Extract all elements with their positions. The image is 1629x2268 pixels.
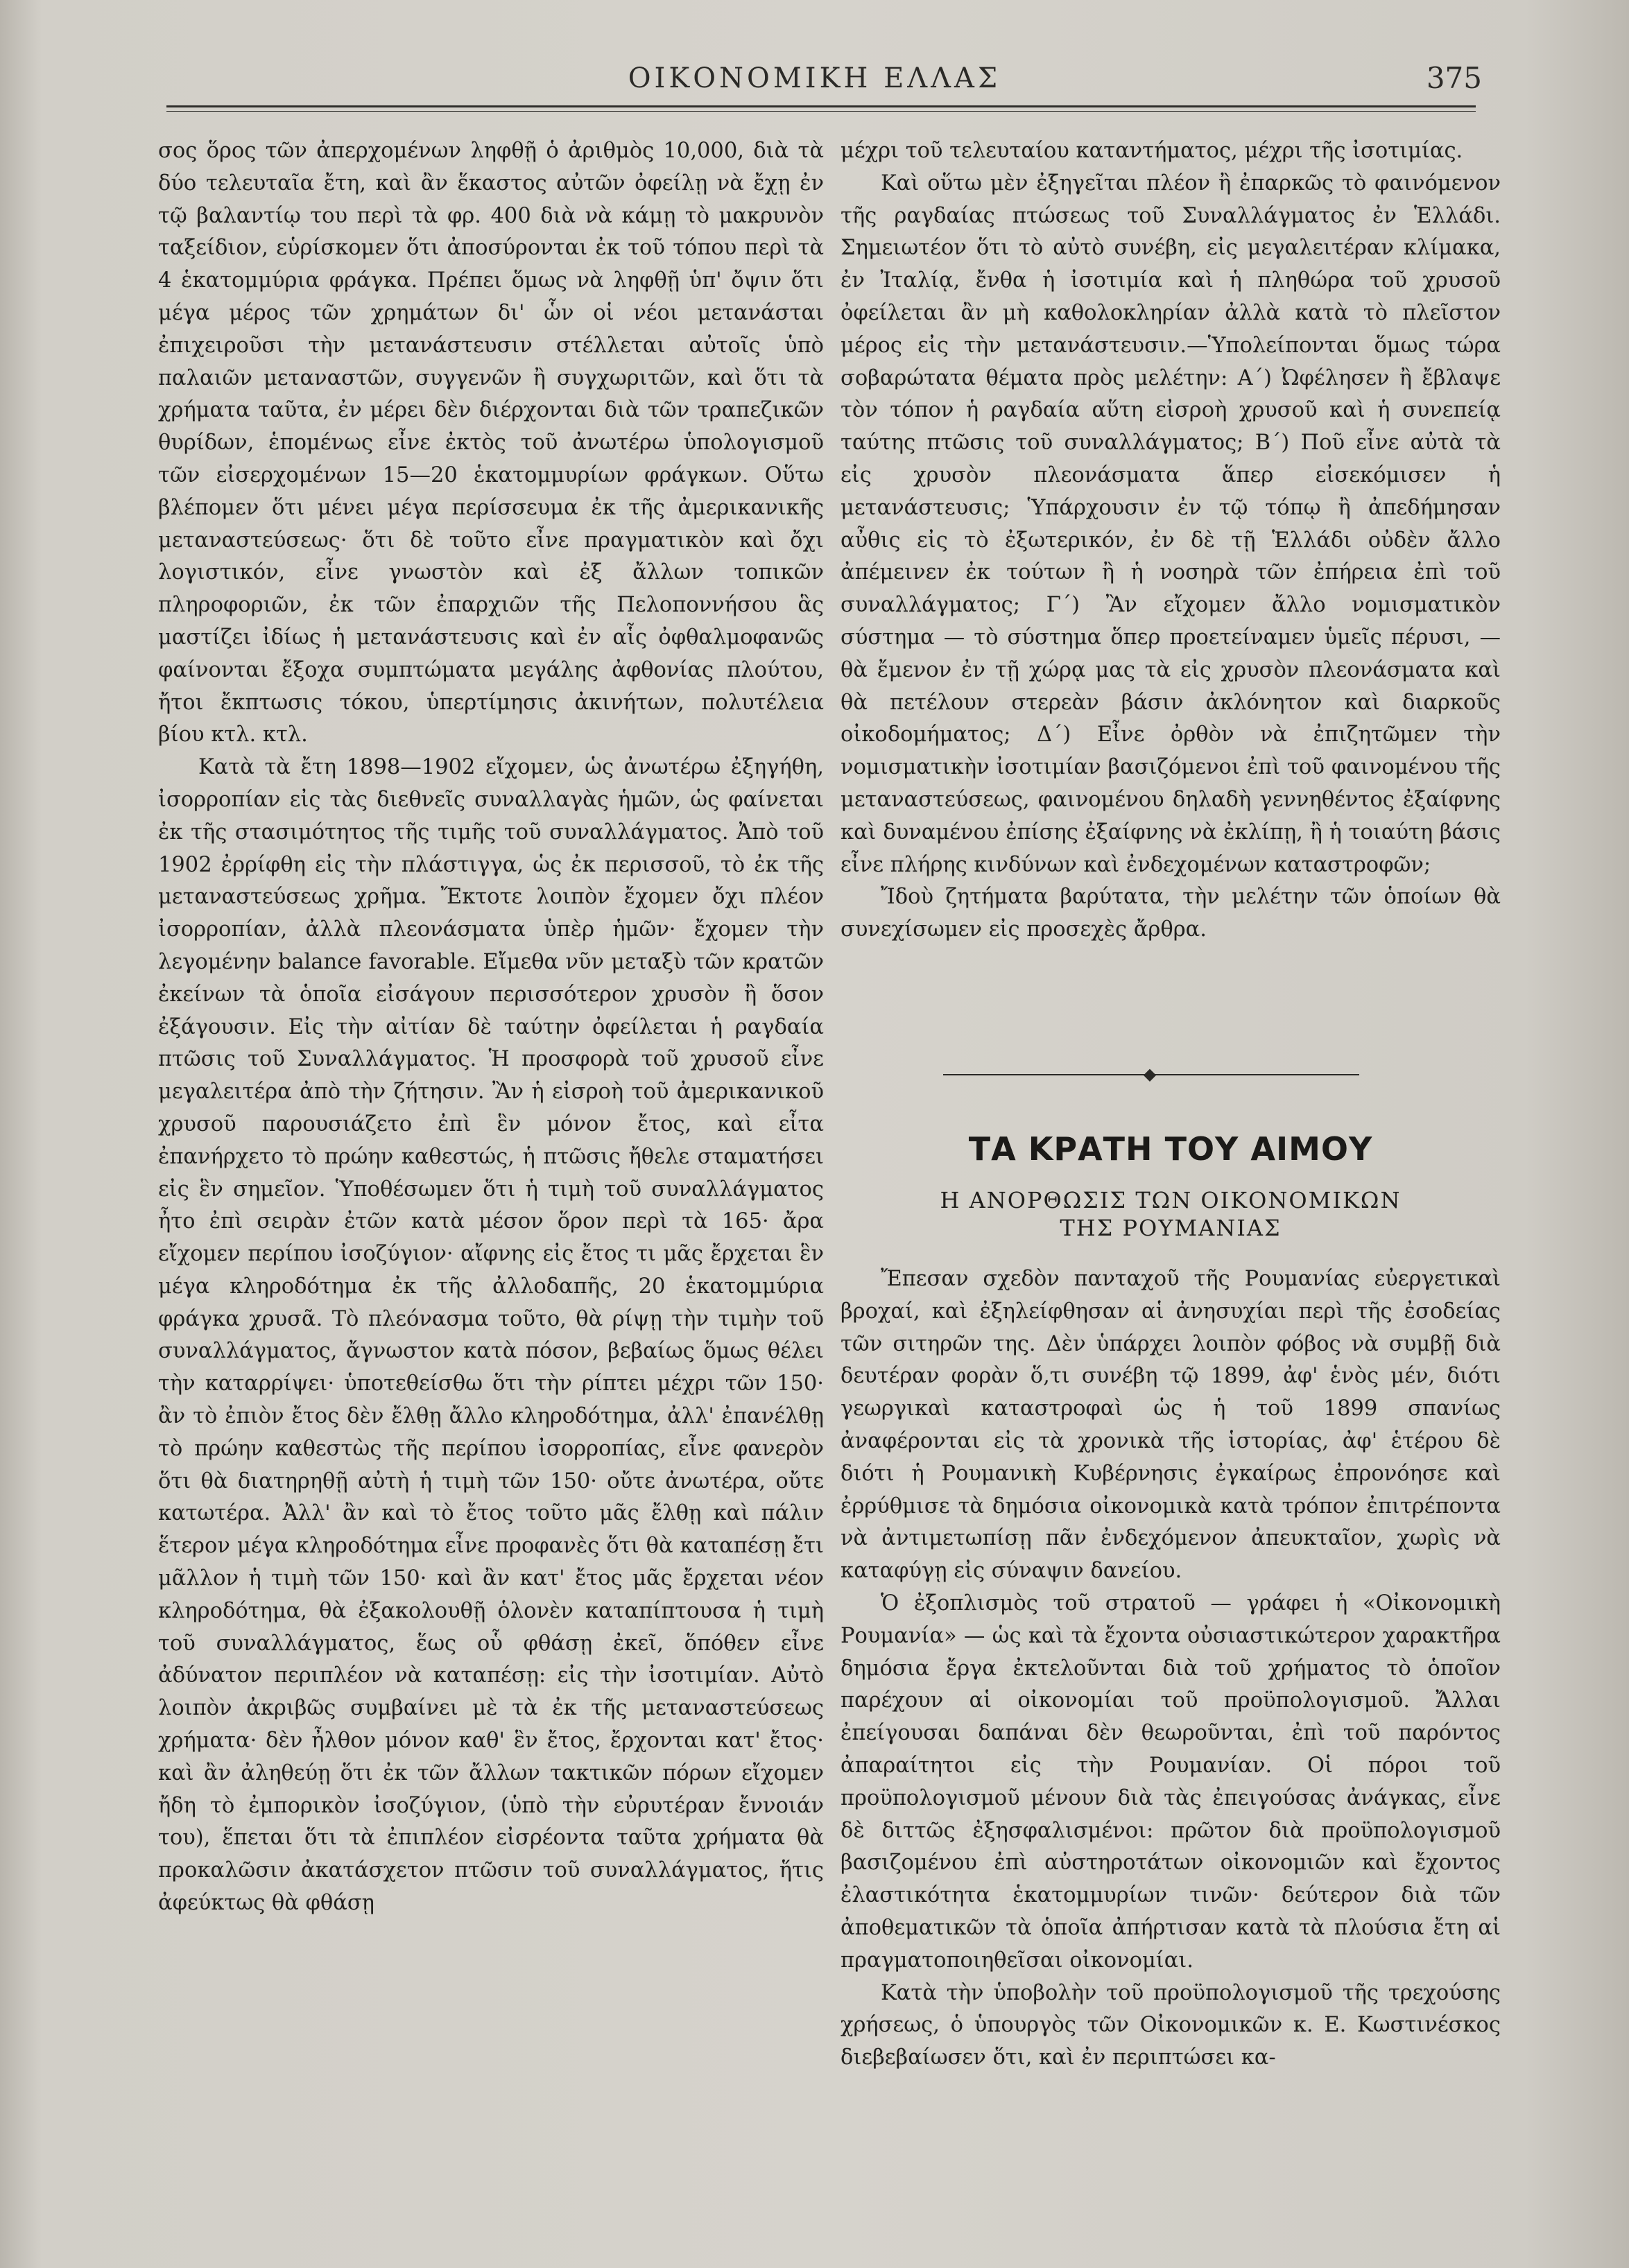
right-paragraph-1: μέχρι τοῦ τελευταίου καταντήματος, μέχρι τῆς ἰσοτιμίας. bbox=[841, 139, 1463, 163]
article-subheading-line2: ΤΗΣ ΡΟΥΜΑΝΙΑΣ bbox=[1060, 1215, 1282, 1241]
right-paragraph-2: Καὶ οὕτω μὲν ἐξηγεῖται πλέον ἢ ἐπαρκῶς τὸ φαινόμενον τῆς ραγδαίας πτώσεως τοῦ Συναλλάγματος ἐν Ἑλλάδι. Σημειωτέον ὅτι τὸ αὐτὸ συνέβη, εἰς μεγαλειτέραν κλίμακα, ἐν Ἰταλίᾳ, ἔνθα ἡ ἰσοτιμία καὶ ἡ πληθώρα τοῦ χρυσοῦ ὀφείλεται ἂν μὴ καθολοκληρίαν ἀλλὰ κατὰ τὸ πλεῖστον μέρος εἰς τὴν μετανάστευσιν.—Ὑπολείπονται ὅμως τώρα σοβαρώτατα θέματα πρὸς μελέτην: Α΄) Ὠφέλησεν ἢ ἔβλαψε τὸν τόπον ἡ ραγδαία αὕτη εἰσροὴ χρυσοῦ καὶ ἡ συνεπείᾳ ταύτης πτῶσις τοῦ συναλλάγματος; Β΄) Ποῦ εἶνε αὐτὰ τὰ εἰς χρυσὸν πλεονάσματα ἅπερ εἰσεκόμισεν ἡ μετανάστευσις; Ὑπάρχουσιν ἐν τῷ τόπῳ ἢ ἀπεδήμησαν αὖθις εἰς τὸ ἐξωτερικόν, ἐν δὲ τῇ Ἑλλάδι οὐδὲν ἄλλο ἀπέμεινεν ἐκ τούτων ἢ ἡ νοσηρὰ τῶν ἐπήρεια ἐπὶ τοῦ συναλλάγματος; Γ΄) Ἂν εἴχομεν ἄλλο νομισματικὸν σύστημα — τὸ σύστημα ὅπερ προετείναμεν ὑμεῖς πέρυσι, — θὰ ἔμενον ἐν τῇ χώρᾳ μας τὰ εἰς χρυσὸν πλεονάσματα καὶ θὰ πετέλουν στερεὰν βάσιν ἀκλόνητον καὶ διαρκοῦς οἰκοδομήματος; Δ΄) Εἶνε ὀρθὸν νὰ ἐπιζητῶμεν τὴν νομισματικὴν ἰσοτιμίαν βασιζόμενοι ἐπὶ τοῦ φαινομένου τῆς μεταναστεύσεως, φαινομένου δηλαδὴ γεννηθέντος ἐξαίφνης καὶ δυναμένου ἐπίσης ἐξαίφνης νὰ ἐκλίπῃ, ἢ ἡ τοιαύτη βάσις εἶνε πλήρης κινδύνων καὶ ἐνδεχομένων καταστροφῶν; bbox=[841, 171, 1501, 877]
article-paragraph-3: Κατὰ τὴν ὑποβολὴν τοῦ προϋπολογισμοῦ τῆς τρεχούσης χρήσεως, ὁ ὑπουργὸς τῶν Οἰκονομικῶν κ. Ε. Κωστινέσκος διεβεβαίωσεν ὅτι, καὶ ἐν περιπτώσει κα- bbox=[841, 1980, 1501, 2070]
article-paragraph-1: Ἔπεσαν σχεδὸν πανταχοῦ τῆς Ρουμανίας εὐεργετικαὶ βροχαί, καὶ ἐξηλείφθησαν αἱ ἀνησυχίαι περὶ τῆς ἐσοδείας τῶν σιτηρῶν της. Δὲν ὑπάρχει λοιπὸν φόβος νὰ συμβῇ διὰ δευτέραν φορὰν ὅ,τι συνέβη τῷ 1899, ἀφ' ἑνὸς μέν, διότι γεωργικαὶ καταστροφαὶ ὡς ἡ τοῦ 1899 σπανίως ἀναφέρονται εἰς τὰ χρονικὰ τῆς ἱστορίας, ἀφ' ἑτέρου δὲ διότι ἡ Ρουμανικὴ Κυβέρνησις ἐγκαίρως ἐπρονόησε καὶ ἐρρύθμισε τὰ δημόσια οἰκονομικὰ κατὰ τρόπον ἐπιτρέποντα νὰ ἀντιμετωπίσῃ πᾶν ἐνδεχόμενον ἀπευκταῖον, χωρὶς νὰ καταφύγῃ εἰς σύναψιν δανείου. bbox=[841, 1267, 1501, 1584]
right-paragraph-3: Ἴδοὺ ζητήματα βαρύτατα, τὴν μελέτην τῶν ὁποίων θὰ συνεχίσωμεν εἰς προσεχὲς ἄρθρα. bbox=[841, 885, 1501, 942]
header-rule bbox=[166, 105, 1476, 107]
running-title: ΟΙΚΟΝΟΜΙΚΗ ΕΛΛΑΣ bbox=[628, 62, 1001, 94]
left-paragraph-1: σος ὅρος τῶν ἀπερχομένων ληφθῇ ὁ ἀριθμὸς 10,000, διὰ τὰ δύο τελευταῖα ἔτη, καὶ ἂν ἕκαστος αὐτῶν ὀφείλῃ νὰ ἔχῃ ἐν τῷ βαλαντίῳ του περὶ τὰ φρ. 400 διὰ νὰ κάμῃ τὸ μακρυνὸν ταξείδιον, εὑρίσκομεν ὅτι ἀποσύρονται ἐκ τοῦ τόπου περὶ τὰ 4 ἑκατομμύρια φράγκα. Πρέπει ὅμως νὰ ληφθῇ ὑπ' ὄψιν ὅτι μέγα μέρος τῶν χρημάτων δι' ὧν οἱ νέοι μετανάσται ἐπιχειροῦσι τὴν μετανάστευσιν στέλλεται αὐτοῖς ὑπὸ παλαιῶν μεταναστῶν, συγγενῶν ἢ συγχωριτῶν, καὶ ὅτι τὰ χρήματα ταῦτα, ἐν μέρει δὲν διέρχονται διὰ τῶν τραπεζικῶν θυρίδων, ἑπομένως εἶνε ἐκτὸς τοῦ ἀνωτέρω ὑπολογισμοῦ τῶν εἰσερχομένων 15—20 ἑκατομμυρίων φράγκων. Οὕτω βλέπομεν ὅτι μένει μέγα περίσσευμα ἐκ τῆς ἀμερικανικῆς μεταναστεύσεως· ὅτι δὲ τοῦτο εἶνε πραγματικὸν καὶ ὄχι λογιστικόν, εἶνε γνωστὸν καὶ ἐξ ἄλλων τοπικῶν πληροφοριῶν, ἐκ τῶν ἐπαρχιῶν τῆς Πελοποννήσου ἃς μαστίζει ἰδίως ἡ μετανάστευσις καὶ ἐν αἷς ὀφθαλμοφανῶς φαίνονται ἔξοχα συμπτώματα μεγάλης ἀφθονίας πλούτου, ἤτοι ἔκπτωσις τόκου, ὑπερτίμησις ἀκινήτων, πολυτέλεια βίου κτλ. κτλ. bbox=[158, 139, 824, 747]
page-header bbox=[0, 55, 1629, 104]
article-paragraph-2: Ὁ ἐξοπλισμὸς τοῦ στρατοῦ — γράφει ἡ «Οἰκονομικὴ Ρουμανία» — ὡς καὶ τὰ ἔχοντα οὐσιαστικώτερον χαρακτῆρα δημόσια ἔργα ἐκτελοῦνται διὰ τοῦ χρήματος τὸ ὁποῖον παρέχουν αἱ οἰκονομίαι τοῦ προϋπολογισμοῦ. Ἄλλαι ἐπείγουσαι δαπάναι δὲν θεωροῦνται, ἐπὶ τοῦ παρόντος ἀπαραίτητοι εἰς τὴν Ρουμανίαν. Οἱ πόροι τοῦ προϋπολογισμοῦ μένουν διὰ τὰς ἐπειγούσας ἀνάγκας, εἶνε δὲ διττῶς ἐξησφαλισμένοι: πρῶτον διὰ προϋπολογισμοῦ βασιζομένου ἐπὶ αὐστηροτάτων οἰκονομιῶν καὶ ἔχοντος ἐλαστικότητα ἑκατομμυρίων τινῶν· δεύτερον διὰ τῶν ἀποθεματικῶν τὰ ὁποῖα ἀπήρτισαν κατὰ τὰ πλούσια ἔτη αἱ πραγματοποιηθεῖσαι οἰκονομίαι. bbox=[841, 1591, 1501, 1973]
header-rule-thin bbox=[166, 111, 1476, 112]
page-number: 375 bbox=[1426, 61, 1482, 95]
divider-ornament: ◆ bbox=[1143, 1064, 1157, 1084]
article-subheading-line1: Η ΑΝΟΡΘΩΣΙΣ ΤΩΝ ΟΙΚΟΝΟΜΙΚΩΝ bbox=[940, 1187, 1402, 1213]
article-body bbox=[841, 1263, 1501, 2075]
article-heading: ΤΑ ΚΡΑΤΗ ΤΟΥ ΑΙΜΟΥ bbox=[968, 1130, 1373, 1168]
left-paragraph-2: Κατὰ τὰ ἔτη 1898—1902 εἴχομεν, ὡς ἀνωτέρω ἐξηγήθη, ἰσορροπίαν εἰς τὰς διεθνεῖς συναλλαγὰς ἡμῶν, ὡς φαίνεται ἐκ τῆς στασιμότητος τῆς τιμῆς τοῦ συναλλάγματος. Ἀπὸ τοῦ 1902 ἐρρίφθη εἰς τὴν πλάστιγγα, ὡς ἐκ περισσοῦ, τὸ ἐκ τῆς μεταναστεύσεως χρῆμα. Ἔκτοτε λοιπὸν ἔχομεν ὄχι πλέον ἰσορροπίαν, ἀλλὰ πλεονάσματα ὑπὲρ ἡμῶν· ἔχομεν τὴν λεγομένην balance favorable. Εἴμεθα νῦν μεταξὺ τῶν κρατῶν ἐκείνων τὰ ὁποῖα εἰσάγουν περισσότερον χρυσὸν ἢ ὅσον ἐξάγουσιν. Εἰς τὴν αἰτίαν δὲ ταύτην ὀφείλεται ἡ ραγδαία πτῶσις τοῦ Συναλλάγματος. Ἡ προσφορὰ τοῦ χρυσοῦ εἶνε μεγαλειτέρα ἀπὸ τὴν ζήτησιν. Ἂν ἡ εἰσροὴ τοῦ ἀμερικανικοῦ χρυσοῦ παρουσιάζετο ἐπὶ ἓν μόνον ἔτος, καὶ εἶτα ἐπανήρχετο τὸ πρώην καθεστώς, ἡ πτῶσις ἤθελε σταματήσει εἰς ἓν σημεῖον. Ὑποθέσωμεν ὅτι ἡ τιμὴ τοῦ συναλλάγματος ἦτο ἐπὶ σειρὰν ἐτῶν κατὰ μέσον ὅρον περὶ τὰ 165· ἄρα εἴχομεν περίπου ἰσοζύγιον· αἴφνης εἰς ἔτος τι μᾶς ἔρχεται ἓν μέγα κληροδότημα ἐκ τῆς ἀλλοδαπῆς, 20 ἑκατομμύρια φράγκα χρυσᾶ. Τὸ πλεόνασμα τοῦτο, θὰ ρίψῃ τὴν τιμὴν τοῦ συναλλάγματος, ἄγνωστον κατὰ πόσον, βεβαίως ὅμως θέλει τὴν καταρρίψει· ὑποτεθείσθω ὅτι τὴν ρίπτει μέχρι τῶν 150· ἂν τὸ ἐπιὸν ἔτος δὲν ἔλθῃ ἄλλο κληροδότημα, ἀλλ' ἐπανέλθῃ τὸ πρώην καθεστὼς τῆς περίπου ἰσορροπίας, εἶνε φανερὸν ὅτι θὰ διατηρηθῇ αὐτὴ ἡ τιμὴ τῶν 150· οὔτε ἀνωτέρα, οὔτε κατωτέρα. Ἀλλ' ἂν καὶ τὸ ἔτος τοῦτο μᾶς ἔλθῃ καὶ πάλιν ἕτερον μέγα κληροδότημα εἶνε προφανὲς ὅτι θὰ καταπέσῃ ἔτι μᾶλλον ἡ τιμὴ τῶν 150· καὶ ἂν κατ' ἔτος μᾶς ἔρχεται νέον κληροδότημα, θὰ ἐξακολουθῇ ὁλονὲν καταπίπτουσα ἡ τιμὴ τοῦ συναλλάγματος, ἕως οὗ φθάσῃ ἐκεῖ, ὅπόθεν εἶνε ἀδύνατον περιπλέον νὰ καταπέσῃ: εἰς τὴν ἰσοτιμίαν. Αὐτὸ λοιπὸν ἀκριβῶς συμβαίνει μὲ τὰ ἐκ τῆς μεταναστεύσεως χρήματα· δὲν ἦλθον μόνον καθ' ἓν ἔτος, ἔρχονται κατ' ἔτος· καὶ ἂν ἀληθεύῃ ὅτι ἐκ τῶν ἄλλων τακτικῶν πόρων εἴχομεν ἤδη τὸ ἐμπορικὸν ἰσοζύγιον, (ὑπὸ τὴν εὐρυτέραν ἔννοιάν του), ἕπεται ὅτι τὰ ἐπιπλέον εἰσρέοντα ταῦτα χρήματα θὰ προκαλῶσιν ἀκατάσχετον πτῶσιν τοῦ συναλλάγματος, ἥτις ἀφεύκτως θὰ φθάσῃ bbox=[158, 755, 824, 1916]
left-column bbox=[158, 135, 824, 1920]
right-column bbox=[841, 135, 1501, 946]
